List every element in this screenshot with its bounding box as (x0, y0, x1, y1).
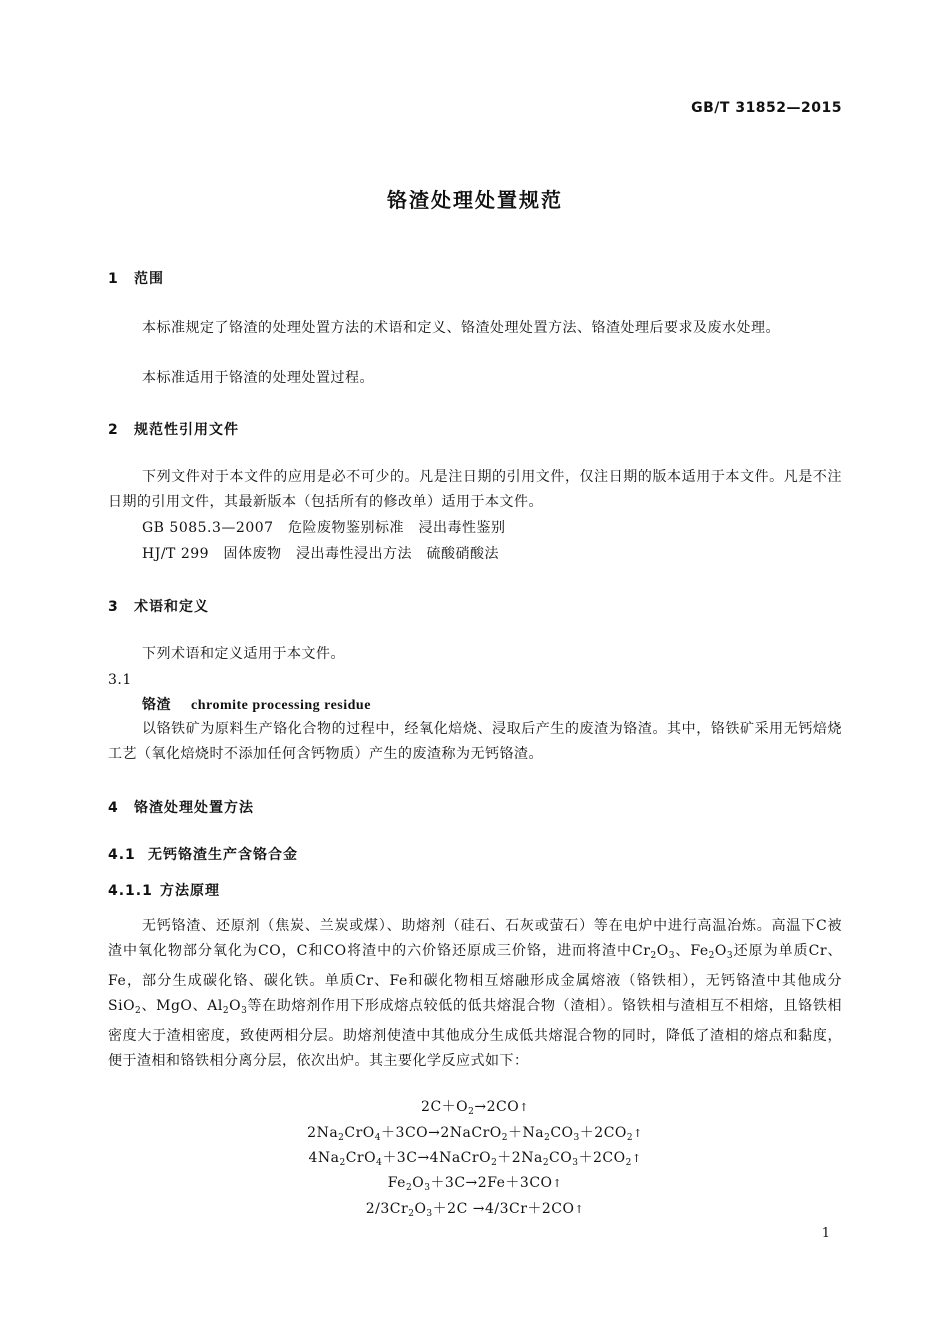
subsection-3-1-number: 3.1 (108, 672, 132, 688)
reaction-arrow-icon: → (417, 1150, 430, 1166)
eq-text: ＋2C (432, 1201, 473, 1217)
eq-text: 2CO (486, 1099, 520, 1115)
subscript: 2 (491, 1158, 498, 1168)
eq-text: 2NaCrO (440, 1125, 502, 1141)
eq-text: 2Na (307, 1125, 339, 1141)
section-2-paragraph-1: 下列文件对于本文件的应用是必不可少的。凡是注日期的引用文件，仅注日期的版本适用于本文件。凡是不注日期的引用文件，其最新版本（包括所有的修改单）适用于本文件。 (108, 469, 842, 510)
text-run: 、MgO、Al (141, 998, 223, 1014)
standard-number: GB/T 31852—2015 (691, 100, 842, 116)
equation-3 (0, 1147, 950, 1168)
subscript: 3 (726, 951, 734, 961)
eq-text: O (414, 1201, 427, 1217)
subscript: 2 (222, 1006, 230, 1016)
gas-arrow-icon: ↑ (633, 1127, 643, 1140)
subscript: 2 (708, 951, 715, 961)
eq-text: ＋2CO (578, 1150, 626, 1166)
method-principle-paragraph (108, 914, 842, 1074)
subsection-4-1-1-heading (108, 880, 220, 900)
section-number: 4 (108, 800, 119, 816)
subscript: 2 (626, 1133, 634, 1143)
subscript: 3 (241, 1006, 248, 1016)
subscript: 2 (501, 1133, 508, 1143)
gas-arrow-icon: ↑ (631, 1152, 642, 1165)
eq-text: 2Fe＋3CO (477, 1175, 553, 1191)
reaction-arrow-icon: → (465, 1175, 478, 1191)
subscript: 2 (542, 1158, 550, 1168)
subscript: 2 (405, 1183, 413, 1193)
subscript: 2 (544, 1133, 551, 1143)
eq-text: CO (549, 1150, 573, 1166)
equation-2 (0, 1122, 950, 1143)
eq-text: ＋3CO (381, 1125, 429, 1141)
eq-text: ＋2Na (497, 1150, 543, 1166)
subscript: 2 (135, 1006, 142, 1016)
section-title: 范围 (134, 271, 164, 287)
text-run: 、Fe (674, 943, 709, 959)
subscript: 3 (572, 1158, 579, 1168)
eq-text: 2C＋O (421, 1099, 469, 1115)
equation-5 (0, 1198, 950, 1219)
section-1-heading (108, 268, 164, 288)
section-3-heading (108, 596, 209, 616)
subsection-4-1-heading (108, 844, 298, 864)
section-number: 4.1.1 (108, 883, 153, 899)
text-run: 无钙铬渣、还原剂（焦炭、兰炭或煤）、助熔剂（硅石、石灰或萤石）等在电炉中进行高温冶炼。高温下C被渣中氧化物部分氧化为CO，C和CO将渣中的六价铬还原成三价铬，进而将渣中Cr (108, 918, 842, 959)
reaction-arrow-icon: → (474, 1099, 487, 1115)
section-2-heading (108, 419, 239, 439)
section-3-paragraph-1: 下列术语和定义适用于本文件。 (142, 646, 345, 662)
subscript: 2 (408, 1209, 415, 1219)
section-title: 无钙铬渣生产含铬合金 (148, 847, 298, 863)
section-1-paragraph-2: 本标准适用于铬渣的处理处置过程。 (142, 370, 374, 386)
eq-text: CrO (345, 1150, 377, 1166)
eq-text: ＋3C (430, 1175, 466, 1191)
eq-text: 2/3Cr (365, 1201, 409, 1217)
eq-text: O (412, 1175, 425, 1191)
eq-text: ＋2CO (579, 1125, 627, 1141)
subscript: 2 (338, 1133, 345, 1143)
page-number: 1 (821, 1226, 830, 1241)
subscript: 3 (426, 1209, 433, 1219)
subscript: 3 (573, 1133, 580, 1143)
text-run: O (229, 998, 242, 1014)
subscript: 4 (376, 1158, 383, 1168)
term-chinese: 铬渣 (142, 697, 171, 713)
reaction-arrow-icon: → (472, 1201, 485, 1217)
term-english: chromite processing residue (191, 698, 371, 713)
subscript: 3 (424, 1183, 431, 1193)
section-number: 4.1 (108, 847, 136, 863)
section-4-heading (108, 797, 254, 817)
reaction-arrow-icon: → (428, 1125, 441, 1141)
eq-text: CO (550, 1125, 574, 1141)
equation-1 (0, 1096, 950, 1117)
section-1-paragraph-1: 本标准规定了铬渣的处理处置方法的术语和定义、铬渣处理处置方法、铬渣处理后要求及废水处理。 (142, 320, 780, 336)
section-number: 3 (108, 599, 119, 615)
eq-text: 4NaCrO (429, 1150, 492, 1166)
gas-arrow-icon: ↑ (574, 1203, 585, 1216)
subscript: 3 (668, 951, 675, 961)
text-run: O (714, 943, 727, 959)
eq-text: 4Na (308, 1150, 340, 1166)
gas-arrow-icon: ↑ (552, 1177, 563, 1190)
section-title: 铬渣处理处置方法 (134, 800, 254, 816)
term-definition: 以铬铁矿为原料生产铬化合物的过程中，经氧化焙烧、浸取后产生的废渣为铬渣。其中，铬铁矿采用无钙焙烧工艺（氧化焙烧时不添加任何含钙物质）产生的废渣称为无钙铬渣。 (108, 721, 842, 762)
equation-4 (0, 1172, 950, 1193)
eq-text: ＋Na (508, 1125, 545, 1141)
page-title: 铬渣处理处置规范 (387, 188, 563, 212)
subscript: 2 (339, 1158, 346, 1168)
eq-text: 4/3Cr＋2CO (484, 1201, 575, 1217)
reference-2: HJ/T 299 固体废物 浸出毒性浸出方法 硫酸硝酸法 (142, 546, 500, 562)
subscript: 2 (625, 1158, 632, 1168)
subscript: 2 (468, 1107, 475, 1117)
subscript: 2 (650, 951, 657, 961)
reference-1: GB 5085.3—2007 危险废物鉴别标准 浸出毒性鉴别 (142, 520, 506, 536)
section-title: 规范性引用文件 (134, 422, 239, 438)
text-run: O (656, 943, 669, 959)
gas-arrow-icon: ↑ (519, 1101, 529, 1114)
section-number: 1 (108, 271, 119, 287)
term-entry (142, 694, 371, 714)
section-title: 方法原理 (160, 883, 220, 899)
text-run: 等在助熔剂作用下形成熔点较低的低共熔混合物（渣相）。铬铁相与渣相互不相熔，且铬铁相密度大于渣相密度，致使两相分层。助熔剂使渣中其他成分生成低共熔混合物的同时，降低了渣相的熔点和黏度，便于渣相和铬铁相分离分层，依次出炉。其主要化学反应式如下： (108, 998, 842, 1069)
eq-text: Fe (387, 1175, 406, 1191)
eq-text: CrO (344, 1125, 375, 1141)
section-number: 2 (108, 422, 119, 438)
section-title: 术语和定义 (134, 599, 209, 615)
text-run: 还原为单质Cr、Fe，部分生成碳化铬、碳化铁。单质Cr、Fe和碳化物相互熔融形成金属熔液（铬铁相），无钙铬渣中其他成分SiO (108, 943, 843, 1014)
eq-text: ＋3C (382, 1150, 418, 1166)
subscript: 4 (374, 1133, 382, 1143)
